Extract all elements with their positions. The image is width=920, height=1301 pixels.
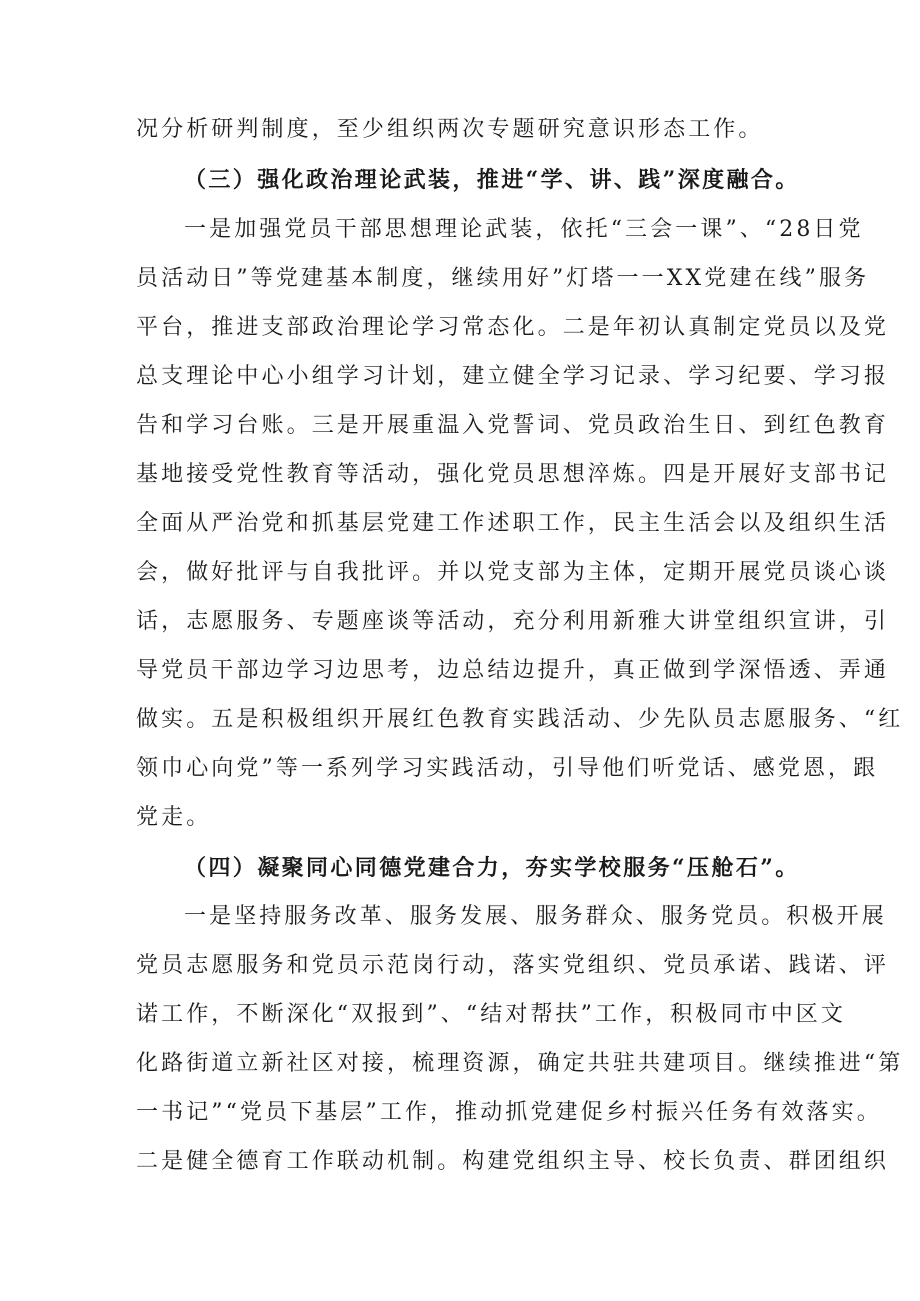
section-heading: （四）凝聚同心同德党建合力，夯实学校服务“压舱石”。 <box>184 855 800 881</box>
text-line: 党员志愿服务和党员示范岗行动，落实党组织、党员承诺、践诺、评 <box>136 953 890 978</box>
text-line: 总支理论中心小组学习计划，建立健全学习记录、学习纪要、学习报 <box>136 364 890 389</box>
paragraph-first-line: 一是坚持服务改革、服务发展、服务群众、服务党员。积极开展 <box>184 904 887 929</box>
text-line: 基地接受党性教育等活动，强化党员思想淬炼。四是开展好支部书记 <box>136 462 890 487</box>
text-line: 平台，推进支部政治理论学习常态化。二是年初认真制定党员以及党 <box>136 315 890 340</box>
text-line: 化路街道立新社区对接，梳理资源，确定共驻共建项目。继续推进“第 <box>136 1051 904 1076</box>
text-line: 一书记”“党员下基层”工作，推动抓党建促乡村振兴任务有效落实。 <box>136 1100 882 1125</box>
text-line: 诺工作，不断深化“双报到”、“结对帮扶”工作，积极同市中区文 <box>136 1002 846 1027</box>
text-line: 导党员干部边学习边思考，边总结边提升，真正做到学深悟透、弄通 <box>136 658 890 683</box>
text-line: 全面从严治党和抓基层党建工作述职工作，民主生活会以及组织生活 <box>136 511 890 536</box>
section-heading: （三）强化政治理论武装，推进“学、讲、践”深度融合。 <box>184 167 800 193</box>
text-line: 做实。五是积极组织开展红色教育实践活动、少先队员志愿服务、“红 <box>136 707 904 732</box>
text-line: 况分析研判制度，至少组织两次专题研究意识形态工作。 <box>136 117 764 142</box>
text-line: 话，志愿服务、专题座谈等活动，充分利用新雅大讲堂组织宣讲，引 <box>136 609 890 634</box>
text-line: 会，做好批评与自我批评。并以党支部为主体，定期开展党员谈心谈 <box>136 560 890 585</box>
text-line: 领巾心向党”等一系列学习实践活动，引导他们听党话、感党恩，跟 <box>136 756 879 781</box>
text-line: 二是健全德育工作联动机制。构建党组织主导、校长负责、群团组织 <box>136 1149 890 1174</box>
text-line: 党走。 <box>136 805 212 830</box>
text-line: 告和学习台账。三是开展重温入党誓词、党员政治生日、到红色教育 <box>136 413 890 438</box>
paragraph-first-line: 一是加强党员干部思想理论武装，依托“三会一课”、“28日党 <box>184 217 864 242</box>
text-line: 员活动日”等党建基本制度，继续用好”灯塔一一XX党建在线”服务 <box>136 266 870 291</box>
